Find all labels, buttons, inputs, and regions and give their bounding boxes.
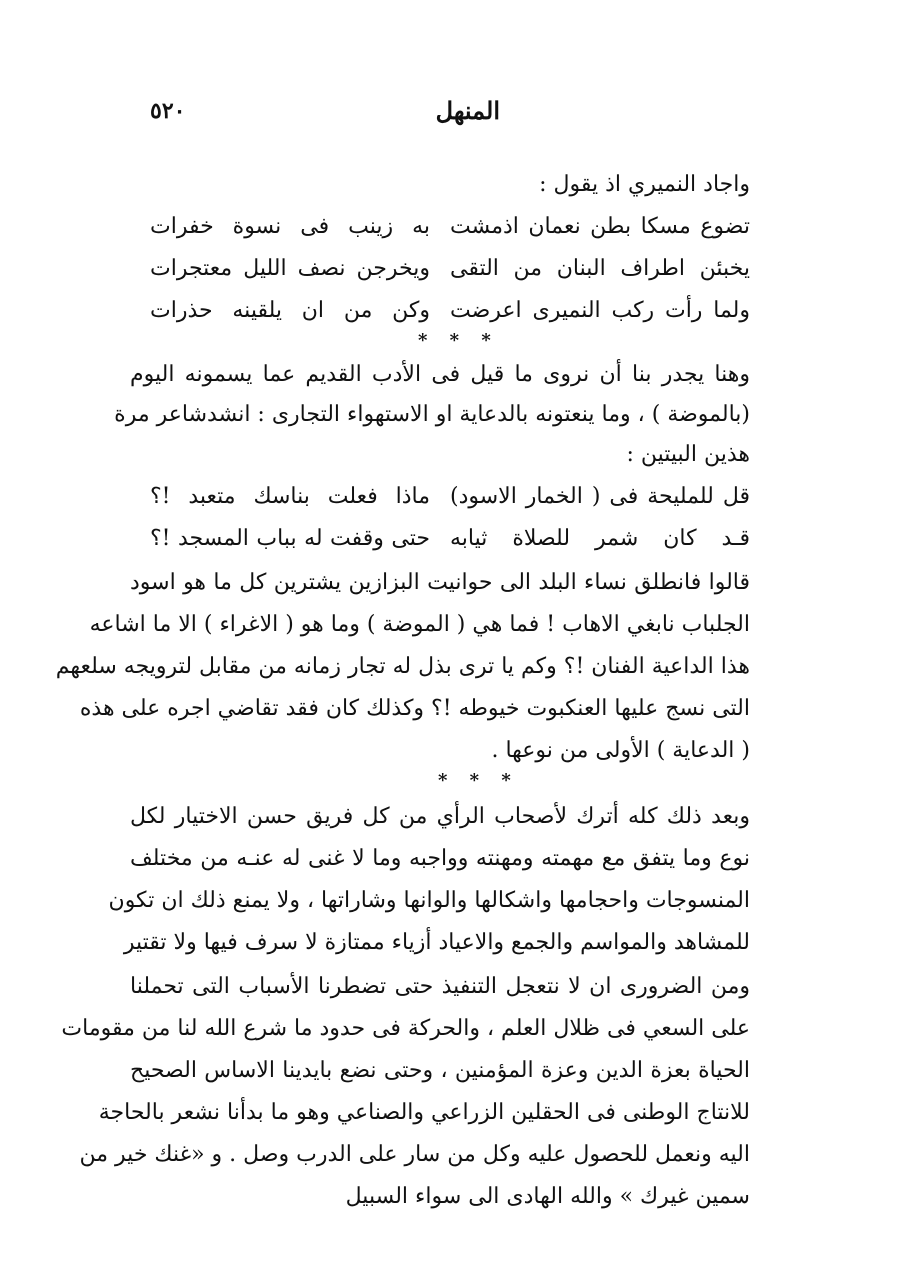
page-number: ٥٢٠ <box>150 98 186 124</box>
paragraph3-line: نوع وما يتفق مع مهمته ومهنته وواجبه وما لا غنى له عنـه من مختلف <box>130 846 750 871</box>
section-separator: * * * <box>438 770 519 791</box>
verse-first-hemistich: ولما رأت ركب النميرى اعرضت <box>450 298 750 323</box>
verse-second-hemistich: ماذا فعلت بناسك متعبد !؟ <box>150 484 430 509</box>
verse-first-hemistich: تضوع مسكا بطن نعمان اذمشت <box>450 214 750 239</box>
paragraph2-line: ( الدعاية ) الأولى من نوعها . <box>491 738 750 763</box>
verse-first-hemistich: قل للمليحة فى ( الخمار الاسود) <box>450 484 750 509</box>
verse-second-hemistich: ويخرجن نصف الليل معتجرات <box>150 256 430 281</box>
verse-second-hemistich: به زينب فى نسوة خفرات <box>150 214 430 239</box>
intro-line: واجاد النميري اذ يقول : <box>539 172 750 197</box>
paragraph4-line: على السعي فى ظلال العلم ، والحركة فى حدود ما شرع الله لنا من مقومات <box>61 1016 750 1041</box>
verse-second-hemistich: وكن من ان يلقينه حذرات <box>150 298 430 323</box>
paragraph3-line: وبعد ذلك كله أترك لأصحاب الرأي من كل فريق حسن الاختيار لكل <box>130 804 751 829</box>
paragraph4-line: الحياة بعزة الدين وعزة المؤمنين ، وحتى نضع بايدينا الاساس الصحيح <box>130 1058 750 1083</box>
paragraph4-line: سمين غيرك » والله الهادى الى سواء السبيل <box>345 1184 750 1209</box>
paragraph3-line: المنسوجات واحجامها واشكالها والوانها وشاراتها ، ولا يمنع ذلك ان تكون <box>108 888 750 913</box>
verse-second-hemistich: حتى وقفت له بباب المسجد !؟ <box>150 526 430 551</box>
paragraph2-line: قالوا فانطلق نساء البلد الى حوانيت البزازين يشترين كل ما هو اسود <box>130 570 750 595</box>
verse-first-hemistich: يخبئن اطراف البنان من التقى <box>450 256 750 281</box>
paragraph1-line: وهنا يجدر بنا أن نروى ما قيل فى الأدب القديم عما يسمونه اليوم <box>130 362 750 387</box>
paragraph2-line: الجلباب نابغي الاهاب ! فما هي ( الموضة ) وما هو ( الاغراء ) الا ما اشاعه <box>89 612 750 637</box>
page-header <box>150 96 750 136</box>
paragraph4-line: ومن الضرورى ان لا نتعجل التنفيذ حتى تضطرنا الأسباب التى تحملنا <box>130 974 750 999</box>
paragraph4-line: للانتاج الوطنى فى الحقلين الزراعي والصناعي وهو ما بدأنا نشعر بالحاجة <box>98 1100 750 1125</box>
section-separator: * * * <box>418 330 499 351</box>
paragraph1-line: (بالموضة ) ، وما ينعتونه بالدعاية او الاستهواء التجارى : انشدشاعر مرة <box>114 402 750 427</box>
verse-first-hemistich: قـد كان شمر للصلاة ثيابه <box>450 526 750 551</box>
paragraph2-line: التى نسج عليها العنكبوت خيوطه !؟ وكذلك كان فقد تقاضي اجره على هذه <box>79 696 750 721</box>
running-title: المنهل <box>435 96 500 125</box>
paragraph2-line: هذا الداعية الفنان !؟ وكم يا ترى بذل له تجار زمانه من مقابل لترويجه سلعهم <box>55 654 750 679</box>
paragraph3-line: للمشاهد والمواسم والجمع والاعياد أزياء ممتازة لا سرف فيها ولا تقتير <box>123 930 750 955</box>
paragraph4-line: اليه ونعمل للحصول عليه وكل من سار على الدرب وصل . و «غنك خير من <box>79 1142 750 1167</box>
paragraph1-line: هذين البيتين : <box>626 442 750 467</box>
